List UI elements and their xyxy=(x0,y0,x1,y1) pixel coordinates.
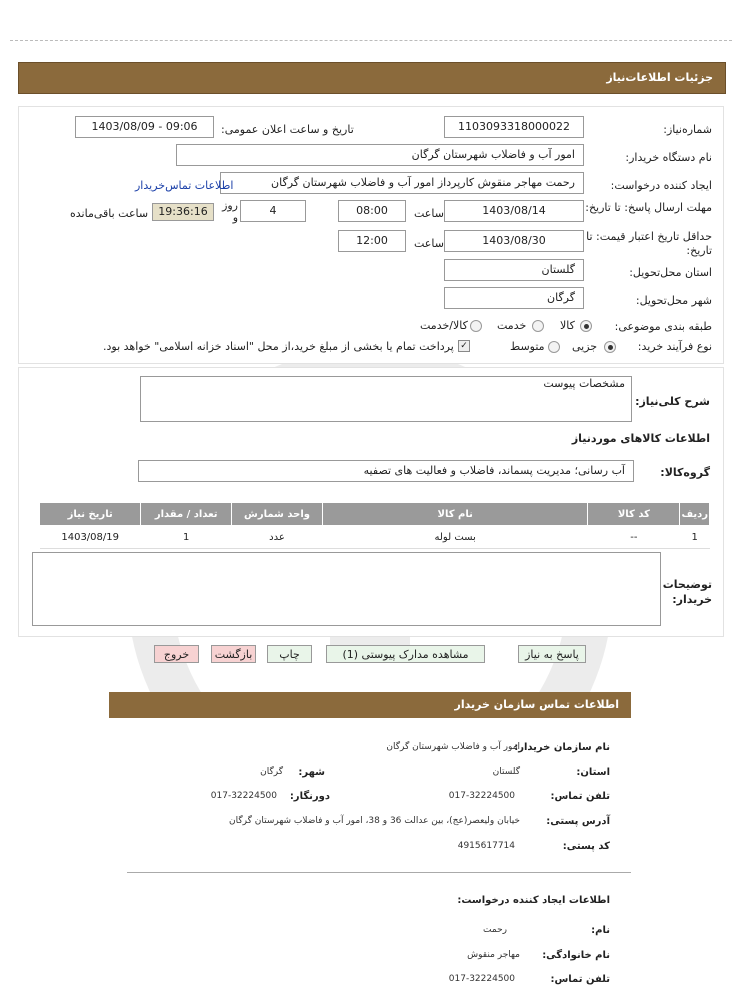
category-goods-label: کالا xyxy=(560,319,575,332)
print-button[interactable]: چاپ xyxy=(267,645,312,663)
table-row xyxy=(40,526,710,549)
contact-phone-label: تلفن تماس: xyxy=(550,791,610,802)
cell-date: 1403/08/19 xyxy=(40,526,141,549)
announce-label: تاریخ و ساعت اعلان عمومی: xyxy=(221,123,354,136)
validity-label: حداقل تاریخ اعتبار قیمت: تا تاریخ: xyxy=(586,230,712,257)
details-header-title: جزئیات اطلاعات‌نیاز xyxy=(606,71,713,84)
process-radio-minor[interactable] xyxy=(604,341,616,356)
col-qty: تعداد / مقدار xyxy=(141,503,232,526)
province-field: گلستان xyxy=(444,259,584,281)
remaining-timer: 19:36:16 xyxy=(152,203,214,221)
goods-group-label: گروه‌کالا: xyxy=(660,466,710,479)
top-divider xyxy=(10,40,732,41)
goods-info-title: اطلاعات کالاهای موردنیاز xyxy=(571,432,710,445)
contact-city-value: گرگان xyxy=(260,767,283,777)
summary-field xyxy=(140,376,632,422)
category-radio-service[interactable] xyxy=(532,320,544,335)
buyer-notes-label: توضیحات خریدار: xyxy=(662,578,712,606)
contact-header-title: اطلاعات تماس سازمان خریدار xyxy=(454,698,619,711)
buyer-org-field: امور آب و فاضلاب شهرستان گرگان xyxy=(176,144,584,166)
buyer-contact-link[interactable]: اطلاعات تماس‌خریدار xyxy=(135,179,234,192)
exit-button[interactable]: خروج xyxy=(154,645,199,663)
contact-divider xyxy=(127,872,631,873)
contact-postal-value: 4915617714 xyxy=(457,841,515,851)
back-button[interactable]: بازگشت xyxy=(211,645,256,663)
cell-qty: 1 xyxy=(141,526,232,549)
validity-date-field: 1403/08/30 xyxy=(444,230,584,252)
requester-family-label: نام خانوادگی: xyxy=(542,950,610,961)
need-number-label: شماره‌نیاز: xyxy=(663,123,712,136)
validity-time-label: ساعت xyxy=(414,237,444,250)
summary-text: مشخصات پیوست xyxy=(543,377,625,390)
requester-phone-value: 017-32224500 xyxy=(448,974,515,984)
contact-header xyxy=(109,692,631,718)
category-label: طبقه بندی موضوعی: xyxy=(614,320,712,333)
buyer-notes-field xyxy=(32,552,661,626)
category-service-label: خدمت xyxy=(497,319,527,332)
reply-button[interactable]: پاسخ به نیاز xyxy=(518,645,586,663)
col-row: ردیف xyxy=(680,503,710,526)
validity-time-field: 12:00 xyxy=(338,230,406,252)
treasury-note: پرداخت تمام یا بخشی از مبلغ خرید،از محل "اسناد خزانه اسلامی" خواهد بود. xyxy=(103,340,454,353)
contact-province-label: استان: xyxy=(576,767,610,778)
deadline-date-field: 1403/08/14 xyxy=(444,200,584,222)
buyer-org-label: نام دستگاه خریدار: xyxy=(625,151,712,164)
days-label: روز و xyxy=(222,199,238,224)
summary-label: شرح کلی‌نیاز: xyxy=(635,395,710,408)
goods-table xyxy=(39,502,710,549)
need-number-field: 1103093318000022 xyxy=(444,116,584,138)
col-code: کد کالا xyxy=(588,503,680,526)
cell-row: 1 xyxy=(680,526,710,549)
contact-province-value: گلستان xyxy=(492,767,520,777)
attachments-button[interactable]: مشاهده مدارک پیوستی (1) xyxy=(326,645,485,663)
contact-postal-label: کد پستی: xyxy=(562,841,610,852)
deadline-time-label: ساعت xyxy=(414,207,444,220)
requester-family-value: مهاجر منقوش xyxy=(467,950,520,960)
process-medium-label: متوسط xyxy=(510,340,545,353)
treasury-checkbox[interactable]: ✓ xyxy=(458,340,470,352)
creator-label: ایجاد کننده درخواست: xyxy=(610,179,712,192)
remaining-label: ساعت باقی‌مانده xyxy=(70,207,149,220)
col-unit: واحد شمارش xyxy=(231,503,322,526)
col-date: تاریخ نیاز xyxy=(40,503,141,526)
goods-table-header xyxy=(40,503,710,526)
contact-fax-value: 017-32224500 xyxy=(210,791,277,801)
contact-org-value: امور آب و فاضلاب شهرستان گرگان xyxy=(386,742,520,752)
contact-fax-label: دورنگار: xyxy=(289,791,330,802)
announce-field: 1403/08/09 - 09:06 xyxy=(75,116,214,138)
contact-address-value: خیابان ولیعصر(عج)، بین عدالت 36 و 38، امور آب و فاضلاب شهرستان گرگان xyxy=(229,816,520,826)
contact-city-label: شهر: xyxy=(298,767,325,778)
category-radio-both[interactable] xyxy=(470,320,482,335)
requester-name-value: رحمت xyxy=(483,925,507,935)
requester-title: اطلاعات ایجاد کننده درخواست: xyxy=(457,895,610,906)
deadline-time-field: 08:00 xyxy=(338,200,406,222)
requester-phone-label: تلفن تماس: xyxy=(550,974,610,985)
details-header xyxy=(18,62,726,94)
requester-name-label: نام: xyxy=(591,925,610,936)
cell-unit: عدد xyxy=(231,526,322,549)
contact-phone-value: 017-32224500 xyxy=(448,791,515,801)
contact-org-label: نام سازمان خریدار: xyxy=(514,742,610,753)
deadline-label: مهلت ارسال پاسخ: تا تاریخ: xyxy=(585,201,712,214)
creator-field: رحمت مهاجر منقوش کارپرداز امور آب و فاضلاب شهرستان گرگان xyxy=(220,172,584,194)
days-field: 4 xyxy=(240,200,306,222)
process-radio-medium[interactable] xyxy=(548,341,560,356)
city-field: گرگان xyxy=(444,287,584,309)
goods-group-field: آب رسانی؛ مدیریت پسماند، فاضلاب و فعالیت های تصفیه xyxy=(138,460,634,482)
process-label: نوع فرآیند خرید: xyxy=(637,340,712,353)
process-minor-label: جزیی xyxy=(572,340,598,353)
category-both-label: کالا/خدمت xyxy=(420,319,468,332)
cell-name: بست لوله xyxy=(323,526,588,549)
city-label: شهر محل‌تحویل: xyxy=(635,294,712,307)
contact-address-label: آدرس پستی: xyxy=(546,816,610,827)
cell-code: -- xyxy=(588,526,680,549)
province-label: استان محل‌تحویل: xyxy=(629,266,712,279)
col-name: نام کالا xyxy=(323,503,588,526)
category-radio-goods[interactable] xyxy=(580,320,592,335)
